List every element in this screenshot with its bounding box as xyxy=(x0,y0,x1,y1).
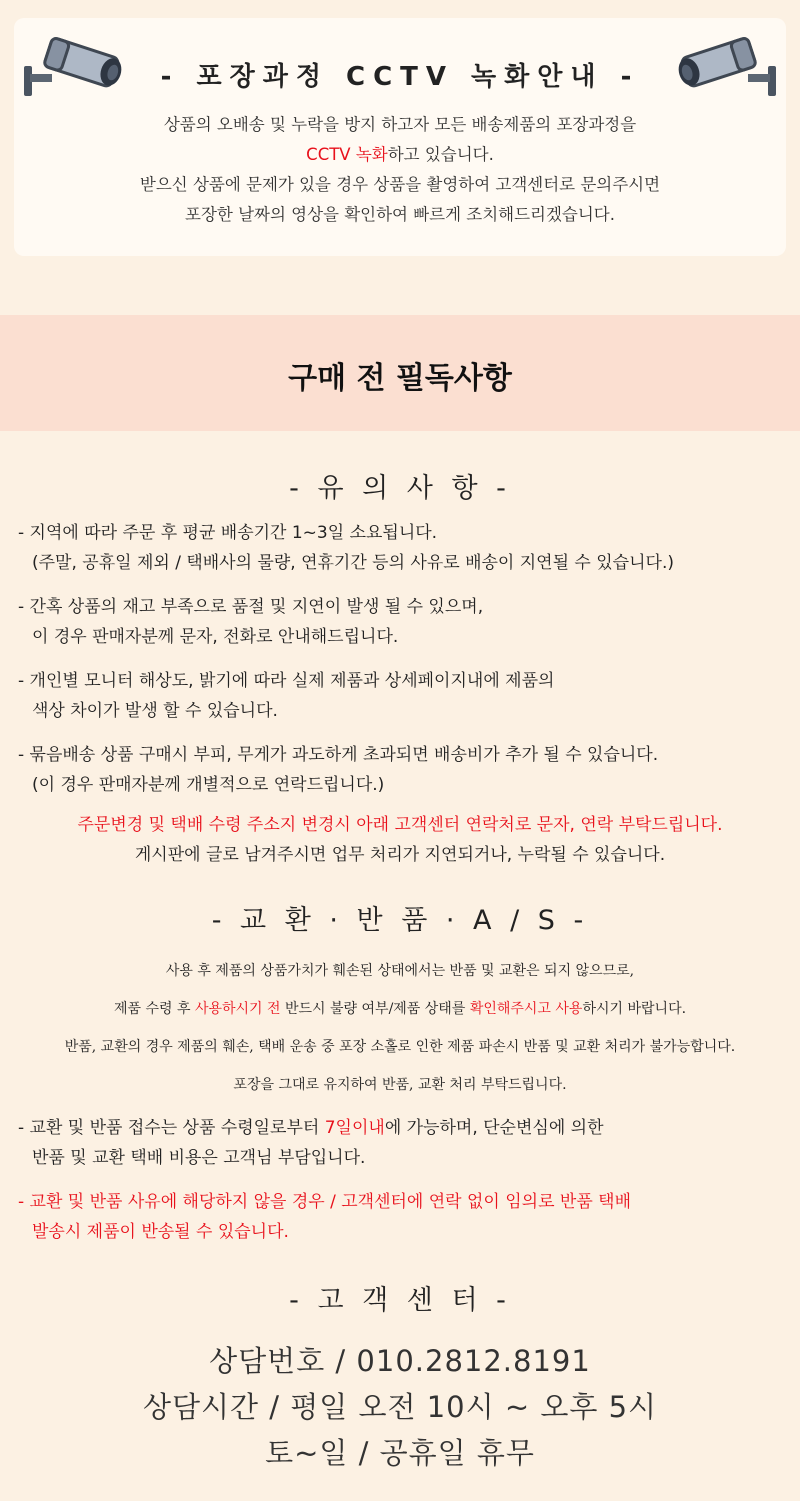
list-item: - 교환 및 반품 접수는 상품 수령일로부터 7일이내에 가능하며, 단순변심에 의한 반품 및 교환 택배 비용은 고객님 부담입니다. xyxy=(18,1118,604,1168)
list-item: - 묶음배송 상품 구매시 부피, 무게가 과도하게 초과되면 배송비가 추가 될 수 있습니다. (이 경우 판매자분께 개별적으로 연락드립니다.) xyxy=(18,745,659,795)
cctv-line: 상품의 오배송 및 누락을 방지 하고자 모든 배송제품의 포장과정을 xyxy=(163,115,637,134)
change-notice-red: 주문변경 및 택배 수령 주소지 변경시 아래 고객센터 연락처로 문자, 연락 부탁드립니다. xyxy=(77,815,723,835)
cctv-line: CCTV 녹화하고 있습니다. xyxy=(306,145,494,164)
cs-heading: - 고 객 센 터 - xyxy=(289,1285,511,1316)
change-notice xyxy=(0,810,800,870)
cctv-title: - 포장과정 CCTV 녹화안내 - xyxy=(160,62,640,92)
banner-title: 구매 전 필독사항 xyxy=(288,361,512,396)
cs-hours: 상담시간 / 평일 오전 10시 ~ 오후 5시 xyxy=(142,1390,658,1424)
must-read-banner xyxy=(0,315,800,431)
exchange-heading: - 교 환 · 반 품 · A / S - xyxy=(211,905,589,936)
change-notice-text: 게시판에 글로 남겨주시면 업무 처리가 지연되거나, 누락될 수 있습니다. xyxy=(134,845,666,865)
exchange-list xyxy=(18,1113,790,1261)
caution-list xyxy=(18,518,790,814)
list-item: - 간혹 상품의 재고 부족으로 품절 및 지연이 발생 될 수 있으며, 이 경우 판매자분께 문자, 전화로 안내해드립니다. xyxy=(18,597,484,647)
cctv-line: 포장한 날짜의 영상을 확인하여 빠르게 조치해드리겠습니다. xyxy=(185,205,615,224)
cctv-description xyxy=(14,110,786,230)
list-item: - 교환 및 반품 사유에 해당하지 않을 경우 / 고객센터에 연락 없이 임의로 반품 택배 발송시 제품이 반송될 수 있습니다. xyxy=(18,1192,632,1242)
cs-phone: 상담번호 / 010.2812.8191 xyxy=(209,1344,591,1378)
cctv-line: 받으신 상품에 문제가 있을 경우 상품을 촬영하여 고객센터로 문의주시면 xyxy=(139,175,661,194)
list-item: - 개인별 모니터 해상도, 밝기에 따라 실제 제품과 상세페이지내에 제품의 색상 차이가 발생 할 수 있습니다. xyxy=(18,671,555,721)
cs-contact xyxy=(0,1338,800,1476)
cs-closed: 토~일 / 공휴일 휴무 xyxy=(265,1436,535,1470)
cctv-notice-card xyxy=(14,18,786,256)
cctv-highlight: CCTV 녹화 xyxy=(306,145,388,164)
caution-heading: - 유 의 사 항 - xyxy=(289,473,511,504)
list-item: - 지역에 따라 주문 후 평균 배송기간 1~3일 소요됩니다. (주말, 공휴일 제외 / 택배사의 물량, 연휴기간 등의 사유로 배송이 지연될 수 있습니다.) xyxy=(18,523,674,573)
exchange-policy: 사용 후 제품의 상품가치가 훼손된 상태에서는 반품 및 교환은 되지 않으므로, 제품 수령 후 사용하시기 전 반드시 불량 여부/제품 상태를 확인해주시고 사용하시기 바랍니다. 반품, 교환의 경우 제품의 훼손, 택배 운송 중 포장 소홀로 인한 제품 파손시 반품 및 교환 처리가 불가능합니다. 포장을 그대로 유지하여 반품, 교환 처리 부탁드립니다. xyxy=(64,963,736,1093)
